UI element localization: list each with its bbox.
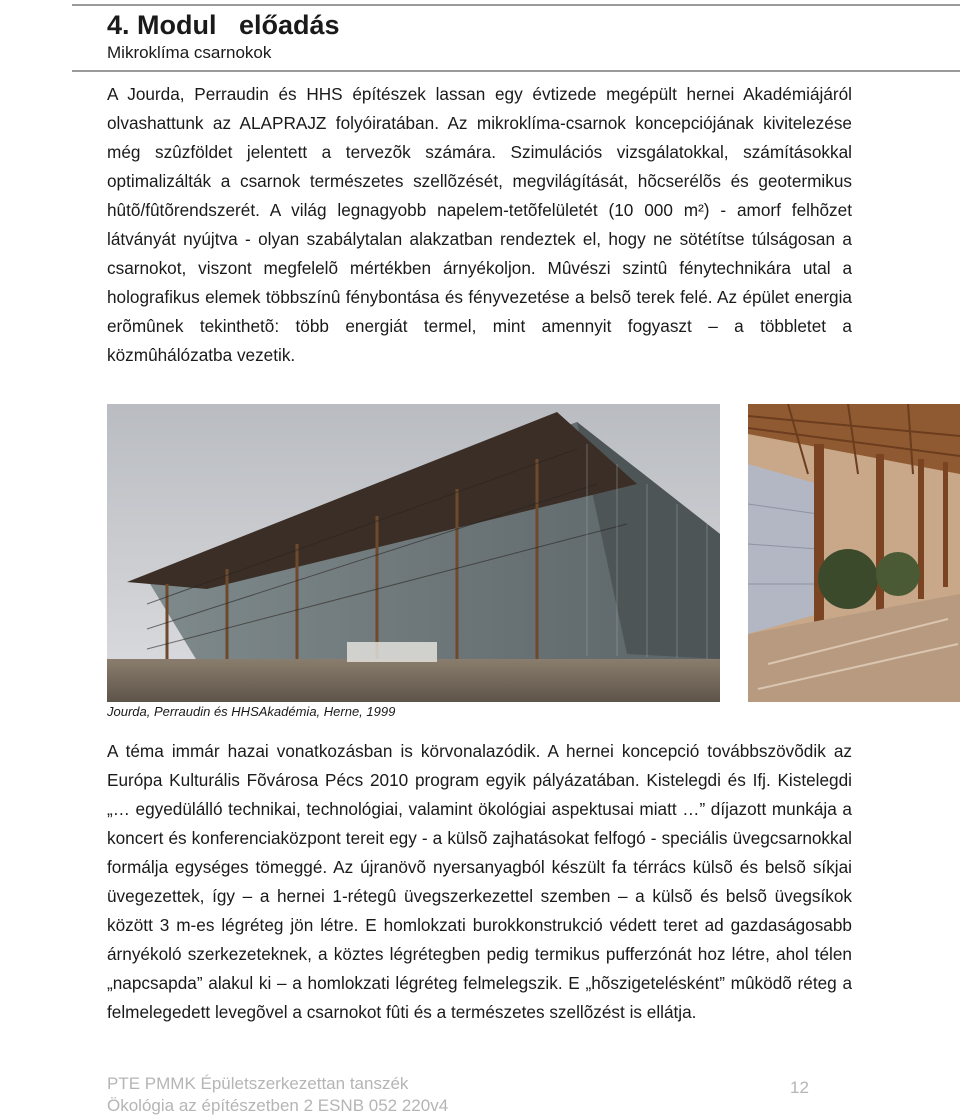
footer-course: Ökológia az építészetben 2 ESNB 052 220v4 <box>107 1096 449 1115</box>
academy-exterior-photo <box>107 404 720 702</box>
body-paragraph: A téma immár hazai vonatkozásban is körvonalazódik. A hernei koncepció továbbszövõdik az Európa Kulturális Fõvárosa Pécs 2010 program egyik pályázatában. Kistelegdi és Ifj. Kistelegdi „… egyedülálló technikai, technológiai, valamint ökológiai aspektusai miatt …” díjazott munkája a koncert és konferenciaközpont tereit egy - a külsõ zajhatásokat felfogó - speciális üvegcsarnokkal formálja egységes tömeggé. Az újranövõ nyersanyagból készült fa térrács külsõ és belsõ síkjai üvegezettek, így – a hernei 1-rétegû üvegszerkezettel szemben – a külsõ és belsõ üvegsíkok között 3 m-es légréteg jön létre. E homlokzati burokkonstrukció védett teret ad gazdaságosabb árnyékoló szerkezeteknek, a köztes légrétegben pedig termikus pufferzónát hoz létre, ahol télen „napcsapda” alakul ki – a homlokzati légréteg felmelegszik. E „hõszigetelésként” mûködõ réteg a felmelegedett levegõvel a csarnokot fûti és a természetes szellõzést is ellátja. <box>107 741 852 1022</box>
header-divider <box>72 70 960 72</box>
intro-paragraph: A Jourda, Perraudin és HHS építészek lassan egy évtizede megépült hernei Akadémiájáról olvashattunk az ALAPRAJZ folyóiratában. Az mikroklíma-csarnok koncepciójának kivitelezése még szûzföldet jelentett a tervezõk számára. Szimulációs vizsgálatokkal, számításokkal optimalizálták a csarnok természetes szellõzését, megvilágítását, hõcserélõs és geotermikus hûtõ/fûtõrendszerét. A világ legnagyobb napelem-tetõfelületét (10 000 m²) - amorf felhõzet látványát nyújtva - olyan szabálytalan alakzatban rendeztek el, hogy ne sötétítse túlságosan a csarnokot, viszont megfelelõ mértékben árnyékoljon. Mûvészi szintû fénytechnikára utal a holografikus elemek többszínû fénybontása és fényvezetése a belsõ terek felé. Az épület energia erõmûnek tekinthetõ: több energiát termel, mint amennyit fogyaszt – a többletet a közmûhálózatba vezetik. <box>107 84 852 365</box>
page-title: 4. Modul előadás <box>107 10 340 40</box>
page-subtitle: Mikroklíma csarnokok <box>107 43 272 62</box>
footer <box>107 1073 448 1117</box>
academy-interior-photo <box>748 404 960 702</box>
figure-caption: Jourda, Perraudin és HHSAkadémia, Herne, 1999 <box>107 704 396 719</box>
page-number: 12 <box>790 1078 809 1097</box>
footer-department: PTE PMMK Épületszerkezettan tanszék <box>107 1074 409 1093</box>
top-divider <box>72 4 960 6</box>
